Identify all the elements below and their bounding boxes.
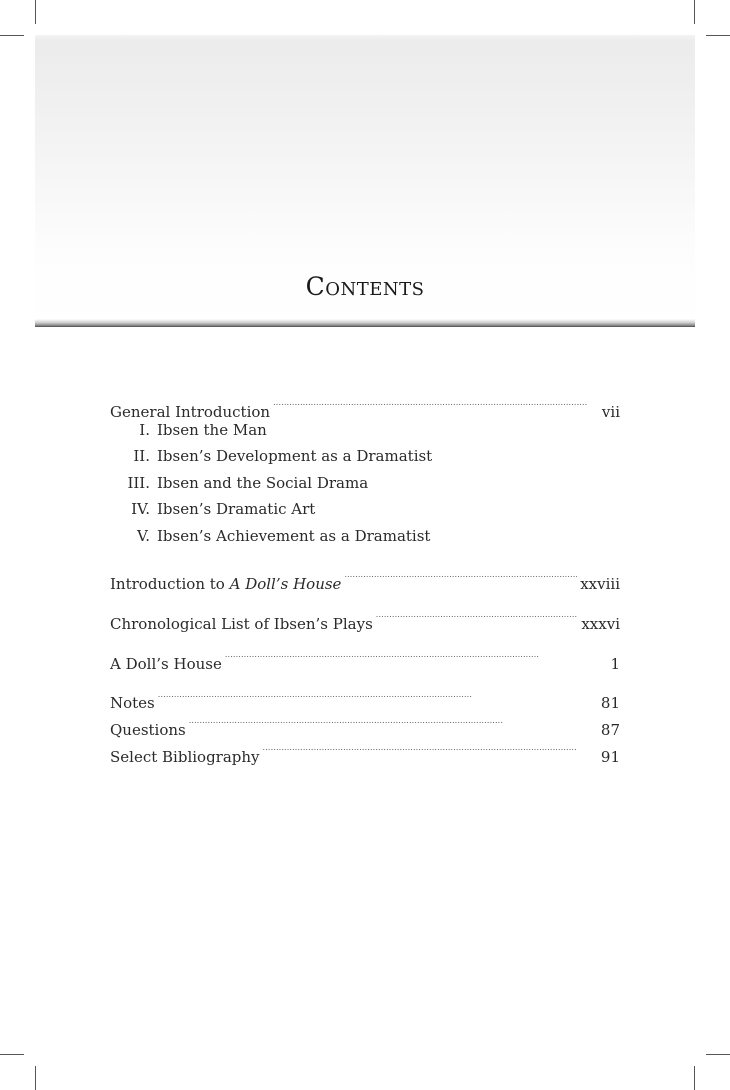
toc-subentry-label: Ibsen’s Development as a Dramatist xyxy=(157,447,433,466)
toc-entry-page: xxxvi xyxy=(581,614,620,633)
crop-mark-top-left-vertical xyxy=(35,0,36,24)
toc-entry-introduction-to-play[interactable] xyxy=(110,562,620,594)
toc-entry-page: 1 xyxy=(610,654,620,673)
header-rule xyxy=(35,319,695,327)
crop-mark-top-right-horizontal xyxy=(706,35,730,36)
toc-entry-questions[interactable] xyxy=(110,708,620,740)
toc-entry-label: Chronological List of Ibsen’s Plays xyxy=(110,614,373,633)
crop-mark-top-left-horizontal xyxy=(0,35,24,36)
toc-entry-notes[interactable] xyxy=(110,682,620,713)
toc-entry-select-bibliography[interactable] xyxy=(110,735,620,767)
toc-subentry-label: Ibsen’s Achievement as a Dramatist xyxy=(157,526,431,545)
page-title: Contents xyxy=(305,272,425,301)
toc-entry-label: A Doll’s House xyxy=(110,654,222,673)
dot-leader xyxy=(376,602,579,629)
table-of-contents xyxy=(110,390,620,767)
crop-mark-bottom-right-vertical xyxy=(694,1066,695,1090)
toc-subentry[interactable] xyxy=(110,470,620,497)
toc-entry-label-title: A Doll’s House xyxy=(229,575,342,594)
toc-subentry-number: III. xyxy=(127,473,150,492)
toc-entry-label-prefix: Introduction to xyxy=(110,575,230,594)
toc-subentry-number: II. xyxy=(133,447,150,466)
toc-subentry[interactable] xyxy=(110,523,620,550)
dot-leader xyxy=(344,562,577,589)
dot-leader xyxy=(263,735,598,762)
toc-subentry[interactable] xyxy=(110,417,620,444)
toc-entry-label: Notes xyxy=(110,694,155,713)
crop-mark-bottom-left-horizontal xyxy=(0,1054,24,1055)
toc-subentry-number: IV. xyxy=(131,500,150,519)
toc-entry-label: General Introduction xyxy=(110,402,271,421)
dot-leader xyxy=(273,390,599,417)
toc-entry-chronological-list[interactable] xyxy=(110,602,620,633)
crop-mark-bottom-left-vertical xyxy=(35,1066,36,1090)
toc-entry-general-introduction[interactable] xyxy=(110,390,620,421)
dot-leader xyxy=(225,642,608,669)
toc-subentry-label: Ibsen and the Social Drama xyxy=(157,473,369,492)
toc-entry-page: 91 xyxy=(600,748,620,767)
toc-entry-page: 81 xyxy=(600,694,620,713)
toc-subentry-label: Ibsen the Man xyxy=(157,420,267,439)
toc-subentry-number: I. xyxy=(139,420,150,439)
toc-subentry-label: Ibsen’s Dramatic Art xyxy=(157,500,316,519)
toc-entry-label: Select Bibliography xyxy=(110,748,260,767)
toc-entry-page: vii xyxy=(601,402,620,421)
toc-entry-page: 87 xyxy=(600,721,620,740)
toc-subentry[interactable] xyxy=(110,443,620,470)
toc-subentry[interactable] xyxy=(110,496,620,523)
toc-entry-label xyxy=(110,571,341,598)
toc-entry-label: Questions xyxy=(110,721,186,740)
crop-mark-top-right-vertical xyxy=(694,0,695,24)
toc-subentry-number: V. xyxy=(137,526,150,545)
toc-entry-play[interactable] xyxy=(110,642,620,673)
toc-entry-page: xxviii xyxy=(580,575,620,594)
dot-leader xyxy=(189,708,598,735)
crop-mark-bottom-right-horizontal xyxy=(706,1054,730,1055)
dot-leader xyxy=(158,682,598,709)
